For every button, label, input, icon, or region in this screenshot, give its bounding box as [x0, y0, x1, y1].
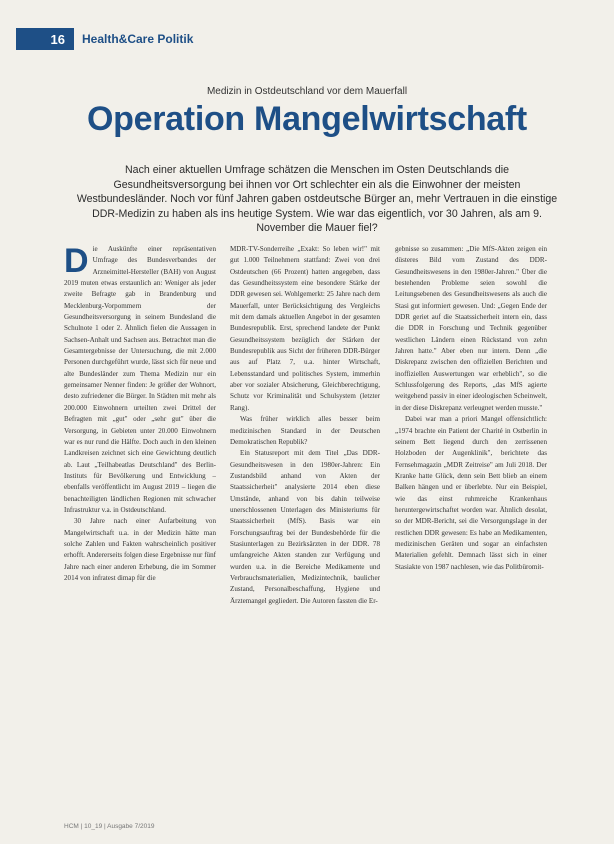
paragraph: Dabei war man a priori Mangel offensichtlich: „1974 brachte ein Patient der Charité in Ostberlin in seinem Bett liegend durch den zerrissenen Holzboden der Augenklinik", berichtete das Fernsehmagazin „MDR Zeitreise" am Juli 2018. Der Kranke hatte Glück, denn sein Bett blieb an einem Balken hängen und er überlebte. Nur ein Beispiel, wie das einst ruhmreiche Krankenhaus heruntergewirtschaftet worden war. Ähnlich desolat, so der MDR-Bericht, sei die Versorgungslage in der restlichen DDR gewesen: Es habe an Medikamenten, medizinischen Geräten und sogar an einfachsten Materialien gefehlt. Demnach lässt sich in einer Stasiakte von 1987 nachlesen, wie das Politbüromit-	[395, 415, 547, 571]
paragraph: 30 Jahre nach einer Aufarbeitung von Mangelwirtschaft u.a. in der Medizin hätte man solche Zahlen und Fakten wahrscheinlich positiver erhofft. Andererseits folgen diese Ergebnisse nur fünf Jahre nach einer anderen Erhebung, die im Sommer 2014 von infratest dimap für die	[64, 517, 216, 582]
paragraph-text: ie Auskünfte einer repräsentativen Umfrage des Bundesverbandes der Arzneimittel-Hersteller (BAH) von August 2019 muten etwas erstaunlich an: Weniger als jeder zweite Befragte gab in Brandenburg und Mecklenburg-Vorpommern der Gesundheitsversorgung in seinem Bundesland die Schulnote 1 oder 2. Ähnlich fielen die Aussagen in Sachsen-Anhalt und Sachsen aus. Betrachtet man die Gesamtergebnisse der Untersuchung, die mit 2.000 Personen durchgeführt wurde, lässt sich für neue und alte Bundesländer zum Thema Medizin nur ein gemeinsamer Nenner finden: Je größer der Wohnort, desto zufriedener die Bürger. In Städten mit mehr als 200.000 Einwohnern urteilten zwei Drittel der Befragten mit „gut" oder „sehr gut" über die Versorgung, in Gebieten unter 20.000 Einwohnern war es nur rund die Hälfte. Doch auch in den kleinen Landkreisen zeichnet sich eine Gewichtung deutlich ab. Laut „Teilhabeatlas Deutschland" des Berlin-Instituts für Bevölkerung und Entwicklung – ebenfalls veröffentlicht im August 2019 – liegen die benachteiligten ländlichen Regionen mit schwacher Infrastruktur v.a. in Ostdeutschland.	[64, 245, 216, 514]
lead-paragraph: Nach einer aktuellen Umfrage schätzen die Menschen im Osten Deutschlands die Gesundheitsversorgung bei ihnen vor Ort schlechter ein als die Einwohner der meisten Westbundesländer. Noch vor fünf Jahren gaben ostdeutsche Bürger an, mehr Vertrauen in die einstige DDR-Medizin zu haben als ins heutige System. Wie war das eigentlich, vor 30 Jahren, als am 9. November die Mauer fiel?	[76, 164, 558, 234]
page-header	[16, 28, 193, 50]
paragraph: MDR-TV-Sonderreihe „Exakt: So leben wir!" mit gut 1.000 Teilnehmern stattfand: Zwei von drei Ostdeutschen (66 Prozent) hatten angegeben, dass das Gesundheitssystem eine besondere Stärke der DDR gewesen sei. Wohlgemerkt: 25 Jahre nach dem Mauerfall, unter Berücksichtigung des Vergleichs mit dem damals aktuellen Angebot in der gesamten Bundesrepublik. Erst, sprechend landete der Punkt Gesundheitssystem bezüglich der Stärken der Bundesrepublik aus Sicht der früheren DDR-Bürger aus auf Platz 7, u.a. hinter Wirtschaft, Lebensstandard und politisches System, immerhin aber vor sozialer Absicherung, Gleichberechtigung, Schutz vor Kriminalität und Schulsystem (letzter Rang).	[230, 245, 380, 412]
page-footer: HCM | 10_19 | Ausgabe 7/2019	[64, 823, 155, 830]
paragraph: gebnisse so zusammen: „Die MfS-Akten zeigen ein düsteres Bild vom Zustand des DDR-Gesundheitswesens in den 1980er-Jahren." Über die bestehenden Probleme seien sowohl die Leitungsebenen des Gesundheitswesens als auch die Stasi gut informiert gewesen. Und: „Gegen Ende der DDR geriet auf die Staatssicherheit intern ein, dass die DDR in Forschung und Technik gegenüber westlichen Ländern einen Rückstand von zehn Jahren hatte." Aber eben nur intern. Denn „die Diskrepanz zwischen den offiziellen Berichten und inoffiziellen Auswertungen war erheblich", so die Schlussfolgerung des Reports, „das MfS agierte weitgehend passiv in einer ideologischen Scheinwelt, in der diese Diskrepanz verleugnet werden musste."	[395, 245, 547, 412]
paragraph	[64, 244, 216, 516]
article-column-1	[64, 244, 216, 822]
section-label: Health&Care Politik	[82, 32, 194, 46]
article-column-3	[395, 244, 547, 822]
paragraph: Ein Statusreport mit dem Titel „Das DDR-Gesundheitswesen in den 1980er-Jahren: Ein Zustandsbild anhand von Akten der Staatssicherheit" analysierte 2014 eben diese Umstände, anhand von bis dahin teilweise unerschlossenen Unterlagen des Ministeriums für Staatssicherheit (MfS). Basis war ein Forschungsauftrag bei der Bundesbehörde für die Stasiunterlagen zu Bezirksärzten in der DDR. 78 umfangreiche Akten standen zur Verfügung und wurden u.a. in die Bereiche Medikamente und Verbrauchsmaterialien, Medizintechnik, baulicher Zustand, Personalbeschaffung, Hygiene und Ärztemangel gegliedert. Die Autoren fassten die Er-	[230, 449, 380, 605]
article-column-2	[230, 244, 380, 822]
page-title: Operation Mangelwirtschaft	[87, 100, 527, 138]
page-number: 16	[16, 28, 74, 50]
paragraph: Was früher wirklich alles besser beim medizinischen Standard in der Deutschen Demokratischen Republik?	[230, 415, 380, 446]
drop-cap: D	[64, 244, 89, 280]
kicker: Medizin in Ostdeutschland vor dem Mauerfall	[206, 86, 408, 97]
